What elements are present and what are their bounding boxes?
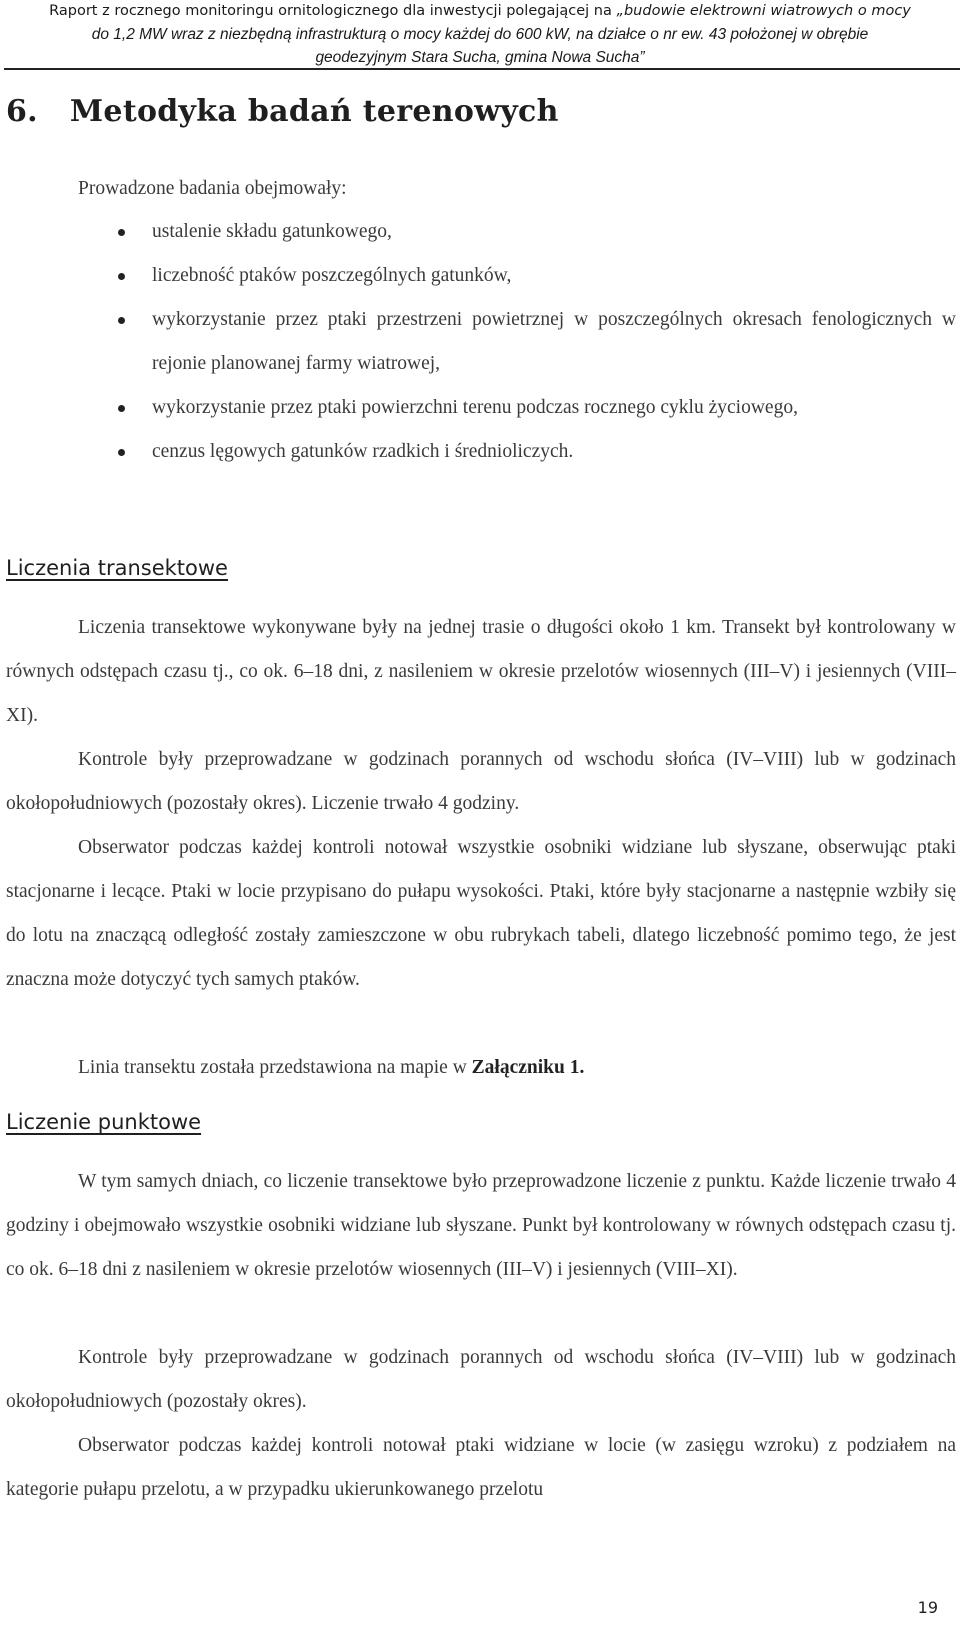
section-intro: Prowadzone badania obejmowały: — [78, 178, 347, 199]
transect-paragraph-2-text: Kontrole były przeprowadzane w godzinach porannych od wschodu słońca (IV–VIII) lub w godzinach okołopołudniowych (pozostały okres). Liczenie trwało 4 godziny. — [6, 749, 956, 814]
section-title: Metodyka badań terenowych — [69, 94, 559, 129]
list-item: ustalenie składu gatunkowego, — [118, 210, 956, 254]
header-line-1 — [0, 0, 960, 23]
point-paragraph-1 — [6, 1160, 956, 1292]
transect-paragraph-4-text: Linia transektu została przedstawiona na mapie w — [78, 1057, 472, 1078]
transect-paragraph-2 — [6, 738, 956, 826]
point-heading: Liczenie punktowe — [6, 1110, 202, 1134]
header-line-3 — [0, 46, 960, 69]
header-line-1-italic: „budowie elektrowni wiatrowych o mocy — [616, 3, 911, 19]
list-item: liczebność ptaków poszczególnych gatunków, — [118, 254, 956, 298]
section-number: 6. — [6, 94, 38, 129]
header-line-2 — [0, 23, 960, 46]
point-paragraph-2-text: Kontrole były przeprowadzane w godzinach porannych od wschodu słońca (IV–VIII) lub w godzinach okołopołudniowych (pozostały okres). — [6, 1347, 956, 1412]
transect-heading: Liczenia transektowe — [6, 556, 228, 580]
point-paragraph-3-text: Obserwator podczas każdej kontroli notował ptaki widziane w locie (w zasięgu wzroku) z podziałem na kategorie pułapu przelotu, a w przypadku ukierunkowanego przelotu — [6, 1435, 956, 1500]
point-paragraph-3 — [6, 1424, 956, 1512]
header-line-2-text: do 1,2 MW wraz z niezbędną infrastrukturą o mocy każdej do 600 kW, na działce o nr ew. 43 położonej w obrębie — [91, 26, 869, 43]
point-paragraph-1-text: W tym samych dniach, co liczenie transektowe było przeprowadzone liczenie z punktu. Każde liczenie trwało 4 godziny i obejmowało wszystkie osobniki widziane lub słyszane. Punkt był kontrolowany w równych odstępach czasu tj. co ok. 6–18 dni z nasileniem w okresie przelotów wiosennych (III–V) i jesiennych (VIII–XI). — [6, 1171, 956, 1280]
section-heading — [6, 94, 559, 129]
list-item: wykorzystanie przez ptaki przestrzeni powietrznej w poszczególnych okresach fenologicznych w rejonie planowanej farmy wiatrowej, — [118, 298, 956, 386]
transect-paragraph-4 — [6, 1046, 956, 1090]
header-divider — [4, 68, 960, 70]
transect-paragraph-1-text: Liczenia transektowe wykonywane były na jednej trasie o długości około 1 km. Transekt był kontrolowany w równych odstępach czasu tj., co ok. 6–18 dni, z nasileniem w okresie przelotów wiosennych (III–V) i jesiennych (VIII–XI). — [6, 617, 956, 726]
point-paragraph-2 — [6, 1336, 956, 1424]
page-header — [0, 0, 960, 69]
research-scope-list — [118, 210, 956, 474]
page-number: 19 — [917, 1598, 938, 1617]
appendix-reference: Załączniku 1. — [471, 1057, 585, 1078]
list-item: wykorzystanie przez ptaki powierzchni terenu podczas rocznego cyklu życiowego, — [118, 386, 956, 430]
header-line-1-text: Raport z rocznego monitoringu ornitologicznego dla inwestycji polegającej na — [49, 3, 617, 19]
transect-paragraph-3 — [6, 826, 956, 1002]
header-line-3-text: geodezyjnym Stara Sucha, gmina Nowa Sucha” — [315, 49, 645, 66]
list-item: cenzus lęgowych gatunków rzadkich i średnioliczych. — [118, 430, 956, 474]
transect-paragraph-3-text: Obserwator podczas każdej kontroli notował wszystkie osobniki widziane lub słyszane, obserwując ptaki stacjonarne i lecące. Ptaki w locie przypisano do pułapu wysokości. Ptaki, które były stacjonarne a następnie wzbiły się do lotu na znaczącą odległość zostały zamieszczone w obu rubrykach tabeli, dlatego liczebność pomimo tego, że jest znaczna może dotyczyć tych samych ptaków. — [6, 837, 956, 990]
transect-paragraph-1 — [6, 606, 956, 738]
